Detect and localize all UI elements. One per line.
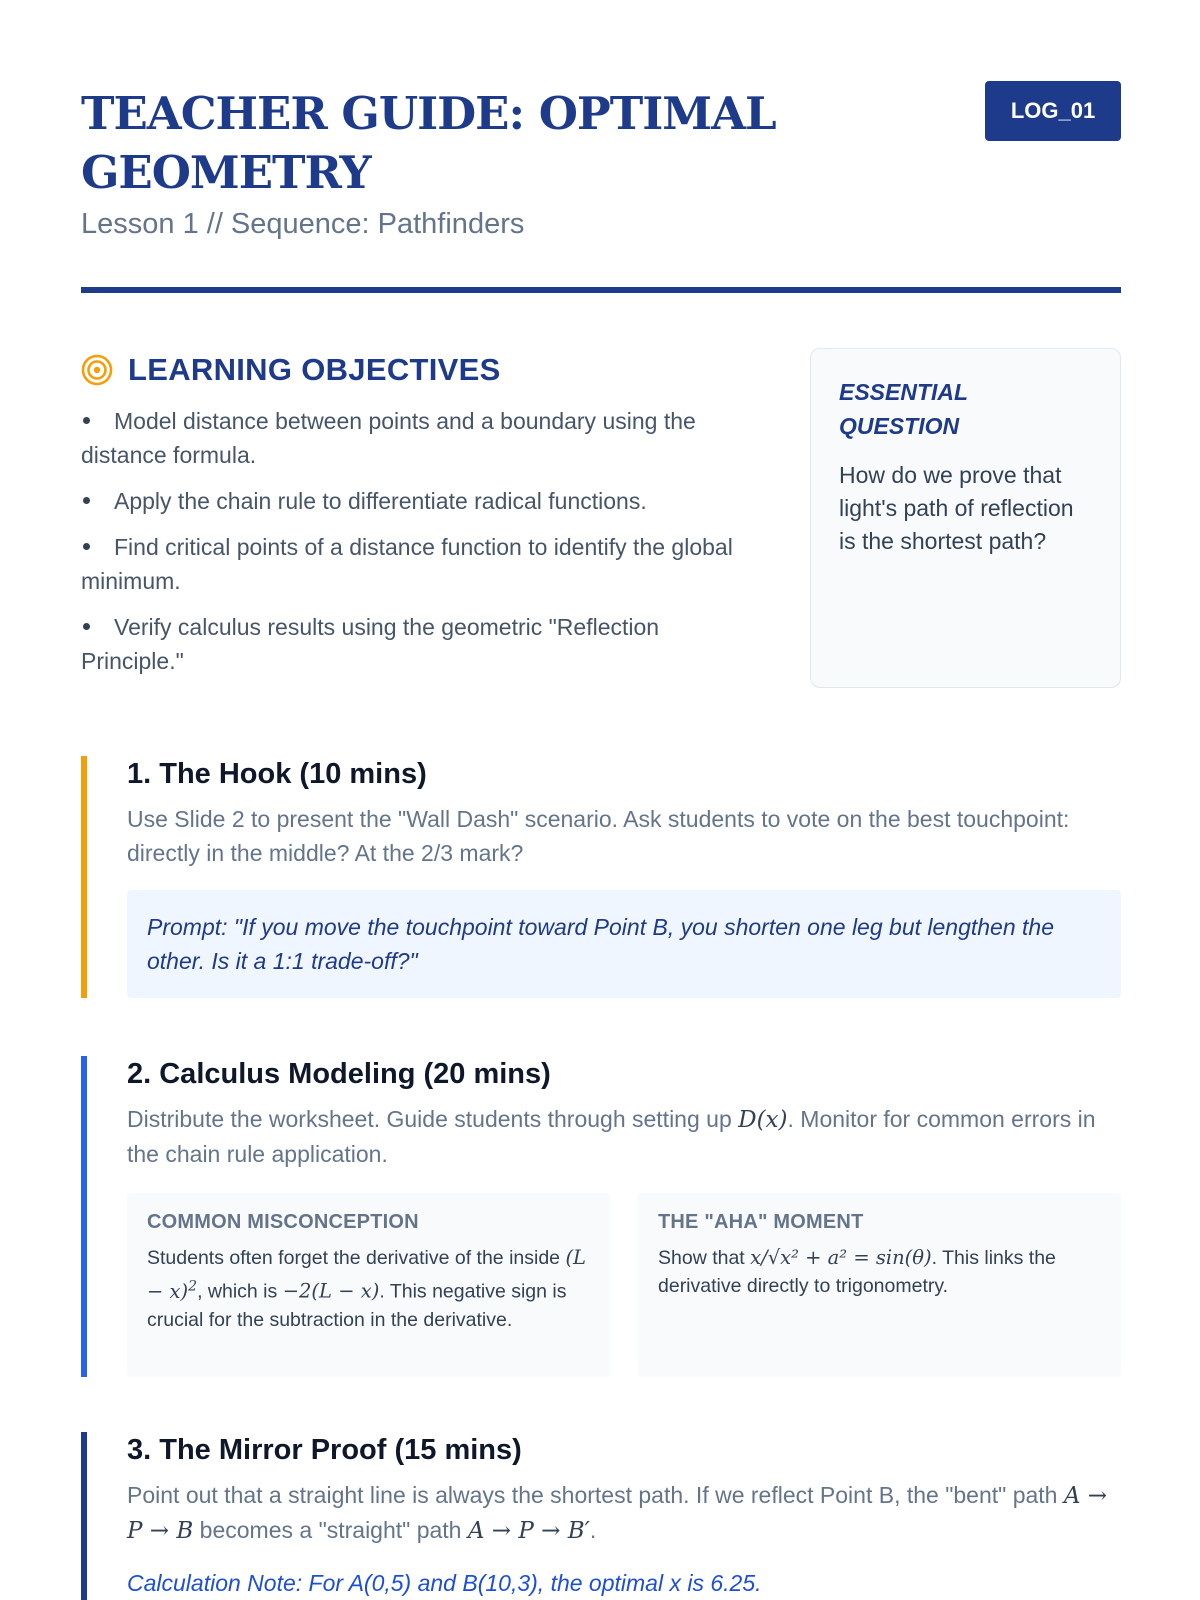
bullet-icon xyxy=(83,623,90,630)
essential-question-heading: ESSENTIAL QUESTION xyxy=(839,379,968,439)
teacher-guide-page xyxy=(81,0,1121,1600)
bullet-icon xyxy=(83,497,90,504)
card-heading: COMMON MISCONCEPTION xyxy=(147,1211,419,1233)
section-title: 2. Calculus Modeling (20 mins) xyxy=(127,1058,551,1090)
header-divider xyxy=(81,287,1121,293)
math-expression: $(L - x)^2$ xyxy=(147,1246,586,1303)
math-expression: A → P → B xyxy=(127,1483,1108,1544)
math-expression: A → P → B′ xyxy=(467,1518,590,1544)
bullet-icon xyxy=(83,543,90,550)
essential-question-text: How do we prove that light's path of reflection is the shortest path? xyxy=(839,462,1074,554)
section-hook xyxy=(81,756,1121,998)
list-item: Apply the chain rule to differentiate radical functions. xyxy=(81,484,761,518)
objectives-heading-row xyxy=(81,350,761,390)
page-title: TEACHER GUIDE: OPTIMAL GEOMETRY xyxy=(81,87,776,199)
math-expression: D(x) xyxy=(738,1107,788,1133)
list-item: Find critical points of a distance function to identify the global minimum. xyxy=(81,534,733,594)
card-heading: THE "AHA" MOMENT xyxy=(658,1211,864,1233)
section-title: 1. The Hook (10 mins) xyxy=(127,758,427,790)
list-item: Verify calculus results using the geometric "Reflection Principle." xyxy=(81,614,660,674)
card-text: Show that x/√x² + a² = sin(θ). This links the derivative directly to trigonometry. xyxy=(658,1246,1056,1297)
bullet-icon xyxy=(83,417,90,424)
card-text: Students often forget the derivative of the inside $(L - x)^2$, which is −2(L − x). This negative sign is crucial for the subtraction in the derivative. xyxy=(147,1246,586,1331)
section-accent-bar xyxy=(81,1432,87,1600)
discussion-prompt: Prompt: "If you move the touchpoint toward Point B, you shorten one leg but lengthen the other. Is it a 1:1 trade-off?" xyxy=(127,890,1121,998)
page-subtitle: Lesson 1 // Sequence: Pathfinders xyxy=(81,208,525,240)
section-title: 3. The Mirror Proof (15 mins) xyxy=(127,1434,522,1466)
aha-moment-card xyxy=(638,1193,1121,1377)
misconception-card xyxy=(127,1193,610,1377)
objectives-heading: LEARNING OBJECTIVES xyxy=(128,352,501,387)
section-calculus-modeling xyxy=(81,1056,1121,1377)
insight-cards xyxy=(127,1193,1121,1377)
page-header xyxy=(81,84,1121,241)
section-description: Point out that a straight line is always the shortest path. If we reflect Point B, the "bent" path A → P → B becomes a "straight" path A → P → B′. xyxy=(127,1482,1108,1544)
section-mirror-proof xyxy=(81,1432,1121,1600)
section-description: Distribute the worksheet. Guide students through setting up D(x). Monitor for common errors in the chain rule application. xyxy=(127,1106,1096,1167)
learning-objectives xyxy=(81,350,761,690)
section-accent-bar xyxy=(81,756,87,998)
list-item: Model distance between points and a boundary using the distance formula. xyxy=(81,408,696,468)
calculation-note: Calculation Note: For A(0,5) and B(10,3), the optimal x is 6.25. xyxy=(127,1570,762,1596)
section-description: Use Slide 2 to present the "Wall Dash" scenario. Ask students to vote on the best touchpoint: directly in the middle? At the 2/3 mark? xyxy=(127,806,1070,866)
objectives-list xyxy=(81,404,761,678)
section-accent-bar xyxy=(81,1056,87,1377)
log-badge: LOG_01 xyxy=(985,81,1121,141)
essential-question-card xyxy=(810,348,1121,688)
math-expression: −2(L − x) xyxy=(282,1279,380,1303)
target-icon xyxy=(81,354,113,386)
math-expression: x/√x² + a² = sin(θ) xyxy=(750,1246,932,1269)
